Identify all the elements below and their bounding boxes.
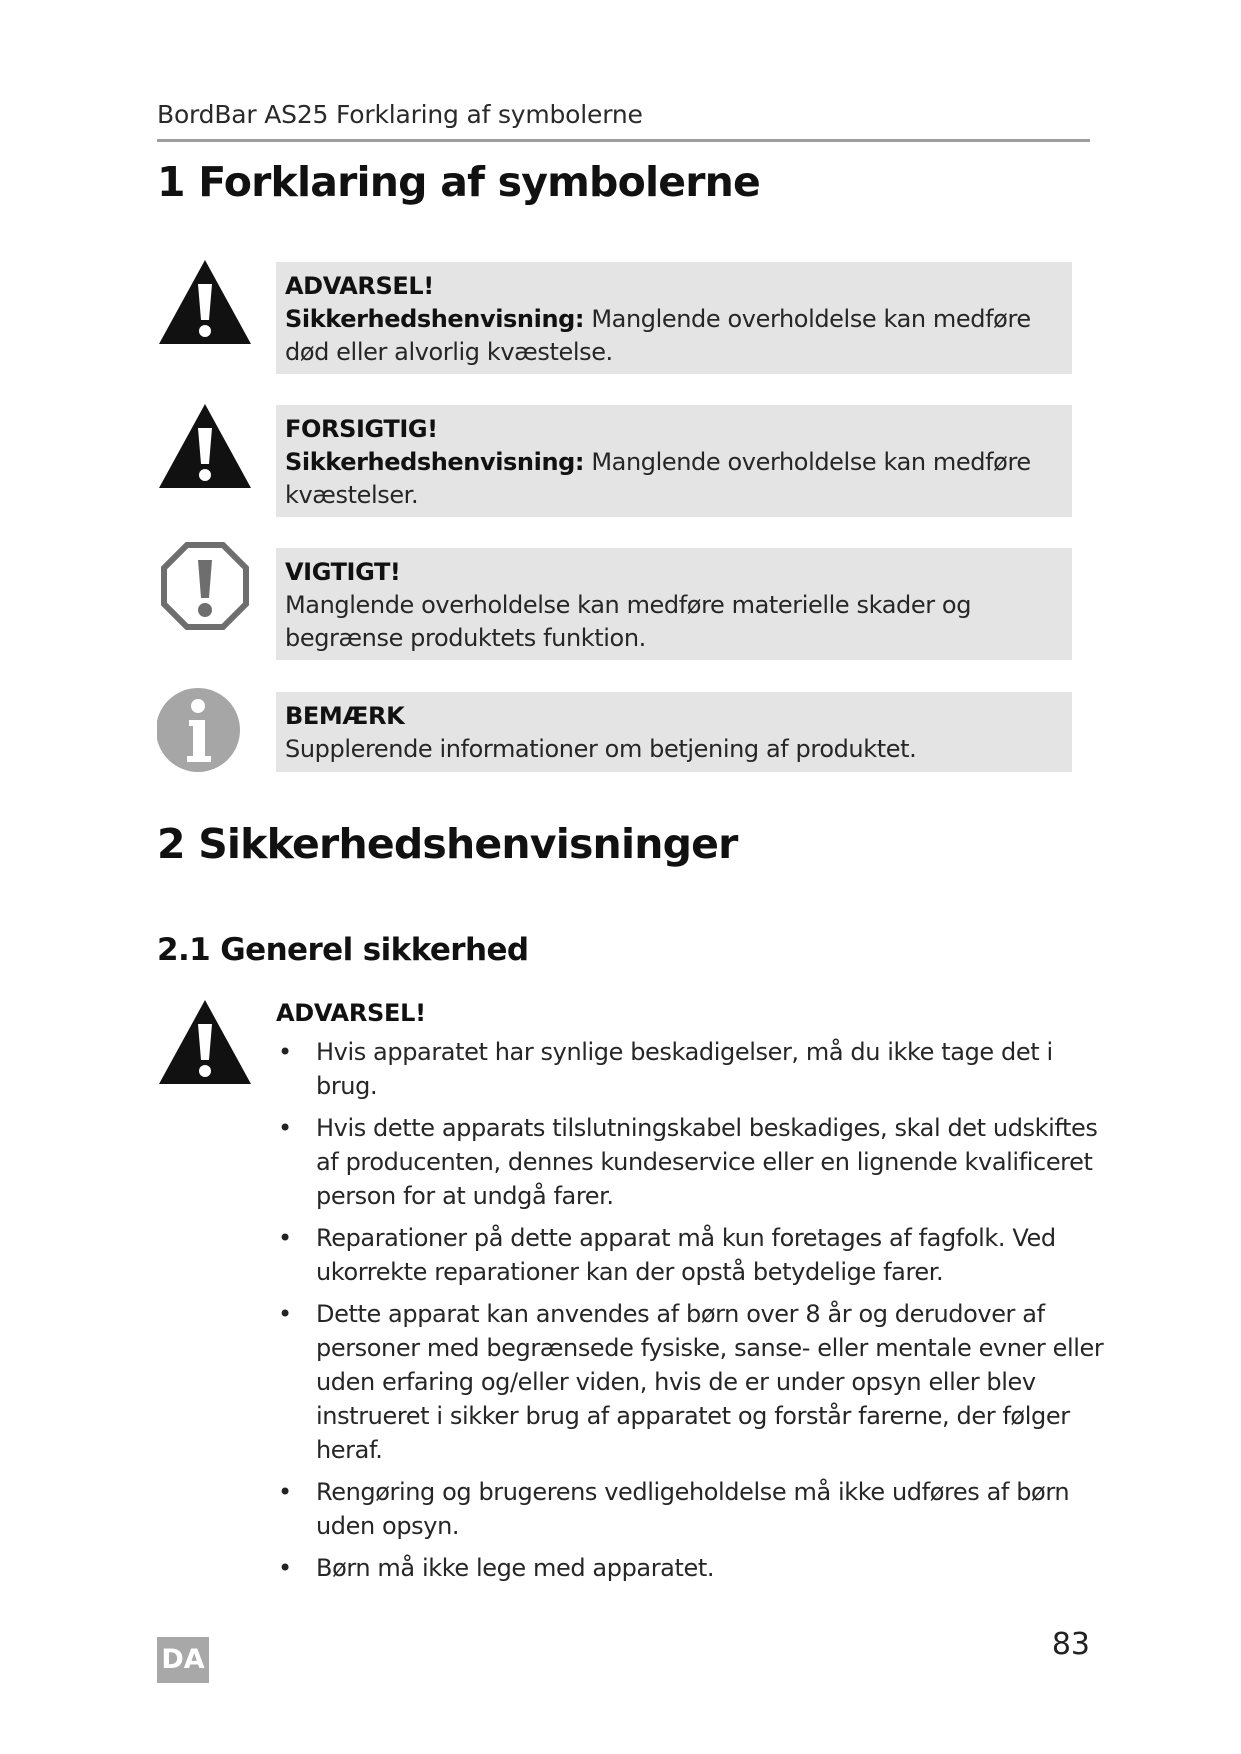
list-item: • Børn må ikke lege med apparatet. (276, 1551, 1106, 1585)
important-octagon-icon (157, 542, 253, 630)
list-item: • Reparationer på dette apparat må kun foretages af fagfolk. Ved ukorrekte reparationer kan der opstå betydelige farer. (276, 1221, 1106, 1289)
warning-title: ADVARSEL! (276, 999, 426, 1027)
language-badge: DA (157, 1637, 209, 1683)
list-item: • Hvis dette apparats tilslutningskabel beskadiges, skal det udskiftes af producenten, dennes kundeservice eller en lignende kvalificeret person for at undgå farer. (276, 1111, 1106, 1213)
warning-triangle-icon (157, 258, 253, 346)
notice-title: BEMÆRK (285, 702, 405, 730)
list-item: • Rengøring og brugerens vedligeholdelse må ikke udføres af børn uden opsyn. (276, 1475, 1106, 1543)
list-item: • Hvis apparatet har synlige beskadigelser, må du ikke tage det i brug. (276, 1035, 1106, 1103)
notice-text: Manglende overholdelse kan medføre materielle skader og begrænse produktets funktion. (285, 591, 972, 652)
safety-bullet-list (276, 1035, 1106, 1585)
notice-title: FORSIGTIG! (285, 415, 438, 443)
notice-vigtigt (276, 548, 1072, 660)
notice-text: Manglende overholdelse kan medføre kvæstelser. (285, 448, 1031, 509)
warning-triangle-icon (157, 998, 253, 1086)
list-item: • Dette apparat kan anvendes af børn over 8 år og derudover af personer med begrænsede fysiske, sanse- eller mentale evner eller uden erfaring og/eller viden, hvis de er under opsyn eller blev instrueret i sikker brug af apparatet og forstår farerne, der følger heraf. (276, 1297, 1106, 1467)
notice-text: Manglende overholdelse kan medføre død eller alvorlig kvæstelse. (285, 305, 1031, 366)
running-header: BordBar AS25 Forklaring af symbolerne (157, 100, 643, 129)
notice-title: VIGTIGT! (285, 558, 401, 586)
general-safety-warning (276, 999, 1106, 1593)
header-divider (157, 139, 1090, 142)
notice-bemaerk (276, 692, 1072, 772)
warning-triangle-icon (157, 402, 253, 490)
notice-lead: Sikkerhedshenvisning: (285, 305, 585, 333)
subsection-2-1-heading: 2.1 Generel sikkerhed (157, 932, 529, 968)
section-2-heading: 2 Sikkerhedshenvisninger (157, 820, 738, 868)
notice-forsigtig (276, 405, 1072, 517)
info-icon (157, 686, 253, 774)
notice-lead: Sikkerhedshenvisning: (285, 448, 585, 476)
page-number: 83 (1051, 1627, 1090, 1662)
notice-advarsel (276, 262, 1072, 374)
notice-title: ADVARSEL! (285, 272, 434, 300)
notice-text: Supplerende informationer om betjening af produktet. (285, 735, 917, 763)
section-1-heading: 1 Forklaring af symbolerne (157, 158, 761, 206)
